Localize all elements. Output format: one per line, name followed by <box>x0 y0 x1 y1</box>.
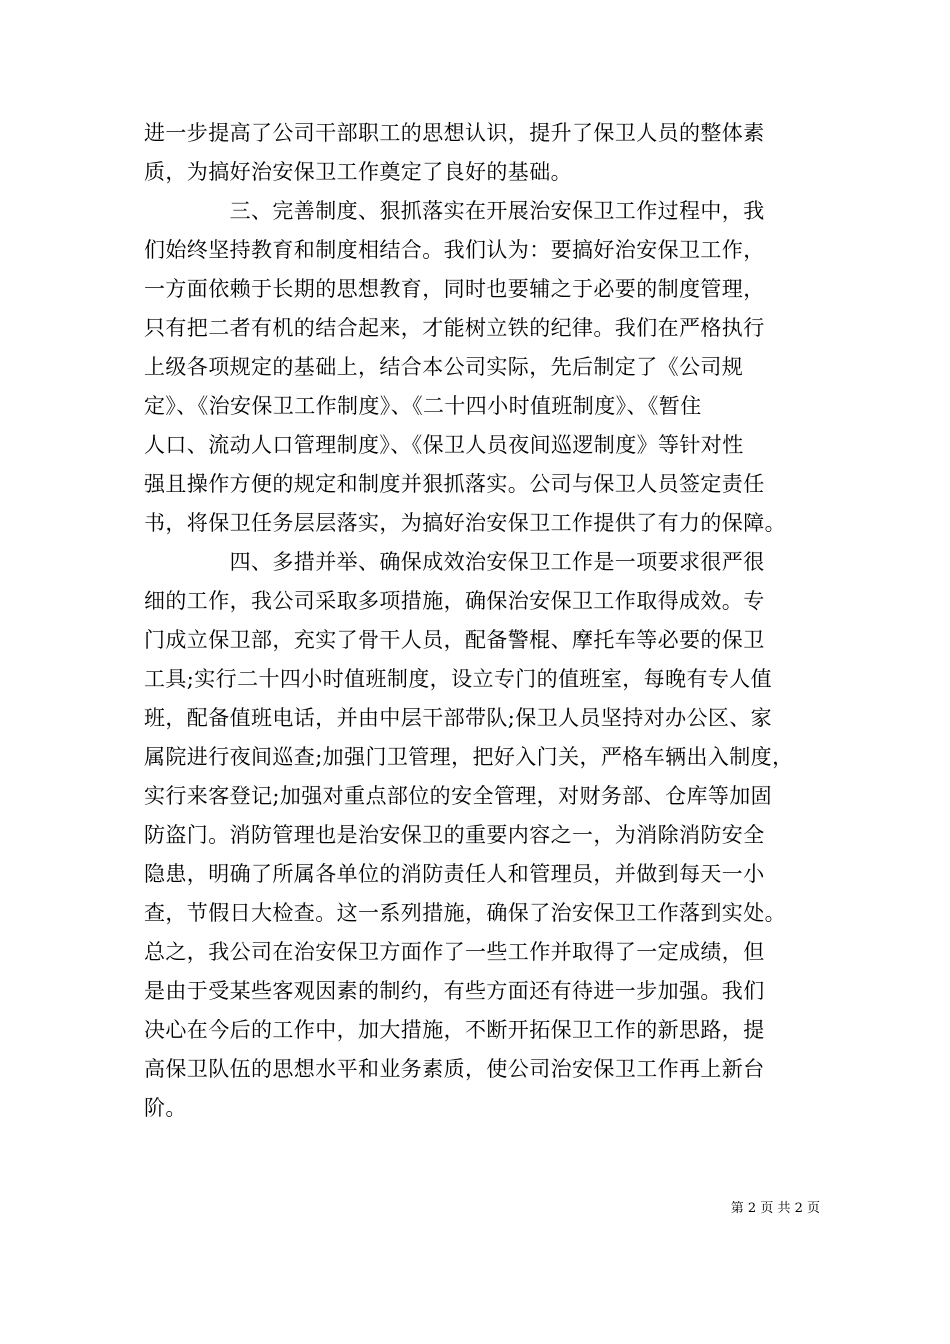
text-line: 质，为搞好治安保卫工作奠定了良好的基础。 <box>144 160 572 184</box>
text-line: 进一步提高了公司干部职工的思想认识，提升了保卫人员的整体素 <box>144 121 765 145</box>
text-line: 上级各项规定的基础上，结合本公司实际，先后制定了《公司规 <box>144 355 744 379</box>
text-line: 属院进行夜间巡查;加强门卫管理，把好入门关，严格车辆出入制度， <box>144 745 794 769</box>
text-line: 隐患，明确了所属各单位的消防责任人和管理员，并做到每天一小 <box>144 862 765 886</box>
text-line: 细的工作，我公司采取多项措施，确保治安保卫工作取得成效。专 <box>144 589 765 613</box>
text-line: 防盗门。消防管理也是治安保卫的重要内容之一，为消除消防安全 <box>144 823 765 847</box>
text-line: 是由于受某些客观因素的制约，有些方面还有待进一步加强。我们 <box>144 979 765 1003</box>
text-line: 人口、流动人口管理制度》、《保卫人员夜间巡逻制度》等针对性 <box>144 433 744 457</box>
page-number-footer: 第 2 页 共 2 页 <box>730 1201 820 1216</box>
text-line: 定》、《治安保卫工作制度》、《二十四小时值班制度》、《暂住 <box>144 394 702 418</box>
text-line: 一方面依赖于长期的思想教育，同时也要辅之于必要的制度管理， <box>144 277 765 301</box>
text-line: 四、多措并举、确保成效治安保卫工作是一项要求很严很 <box>144 550 765 574</box>
text-line: 班，配备值班电话，并由中层干部带队;保卫人员坚持对办公区、家 <box>144 706 773 730</box>
text-line: 决心在今后的工作中，加大措施，不断开拓保卫工作的新思路，提 <box>144 1018 765 1042</box>
text-line: 查，节假日大检查。这一系列措施，确保了治安保卫工作落到实处。 <box>144 901 786 925</box>
text-line: 书，将保卫任务层层落实，为搞好治安保卫工作提供了有力的保障。 <box>144 511 786 535</box>
text-line: 门成立保卫部，充实了骨干人员，配备警棍、摩托车等必要的保卫 <box>144 628 765 652</box>
text-line: 只有把二者有机的结合起来，才能树立铁的纪律。我们在严格执行 <box>144 316 765 340</box>
text-line: 阶。 <box>144 1096 187 1120</box>
text-line: 三、完善制度、狠抓落实在开展治安保卫工作过程中，我 <box>144 199 765 223</box>
text-line: 们始终坚持教育和制度相结合。我们认为：要搞好治安保卫工作， <box>144 238 765 262</box>
body-text <box>144 114 820 1128</box>
text-line: 工具;实行二十四小时值班制度，设立专门的值班室，每晚有专人值 <box>144 667 773 691</box>
text-line: 强且操作方便的规定和制度并狠抓落实。公司与保卫人员签定责任 <box>144 472 765 496</box>
text-line: 总之，我公司在治安保卫方面作了一些工作并取得了一定成绩，但 <box>144 940 765 964</box>
text-line: 实行来客登记;加强对重点部位的安全管理，对财务部、仓库等加固 <box>144 784 773 808</box>
text-line: 高保卫队伍的思想水平和业务素质，使公司治安保卫工作再上新台 <box>144 1057 765 1081</box>
